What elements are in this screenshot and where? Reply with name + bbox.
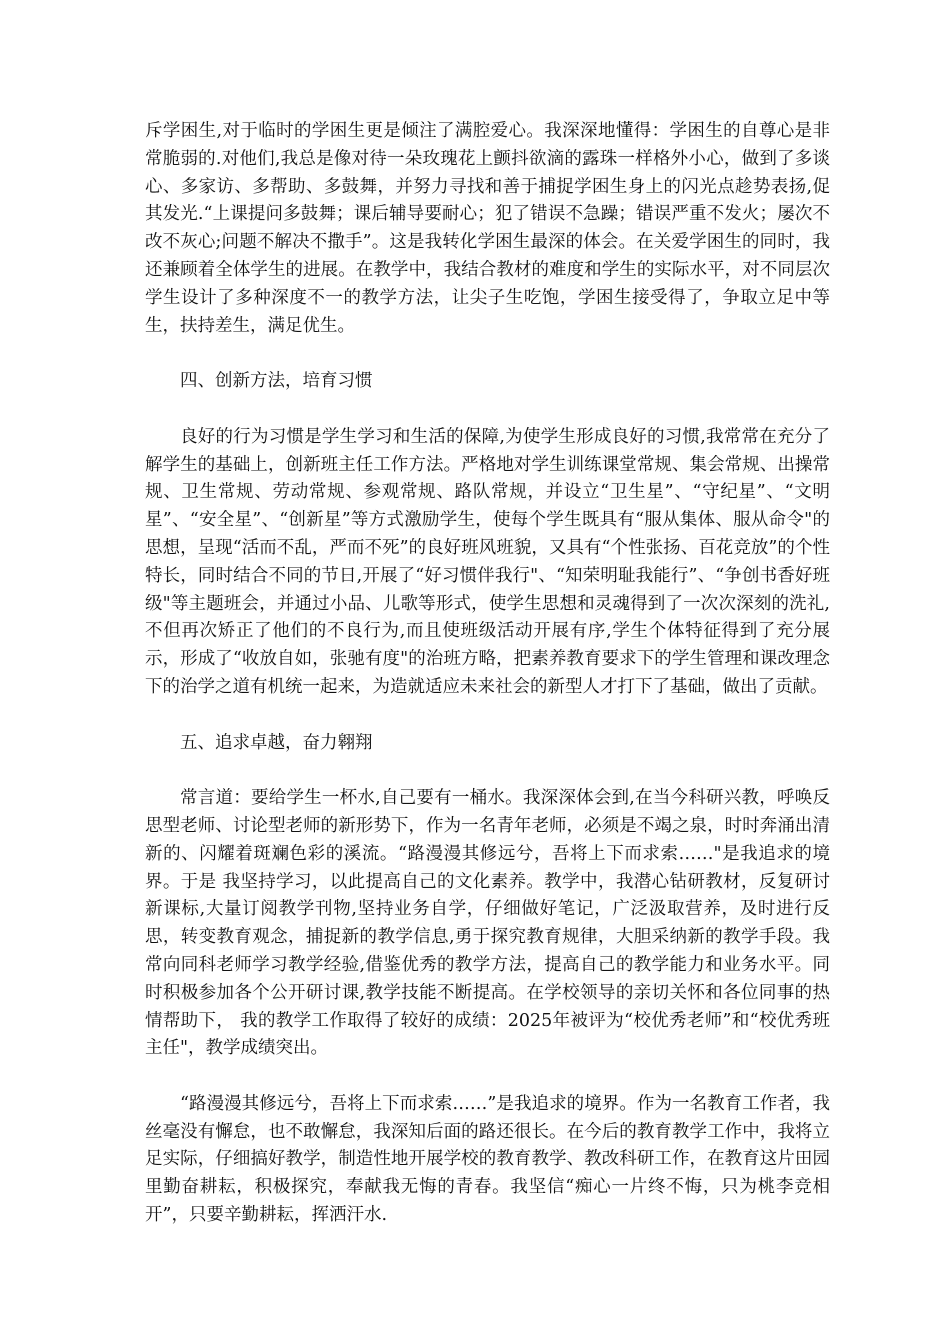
paragraph-gap — [145, 702, 830, 730]
section-heading-4: 四、创新方法，培育习惯 — [180, 371, 373, 392]
paragraph-gap — [145, 340, 830, 368]
paragraph-closing: “路漫漫其修远兮，吾将上下而求索……”是我追求的境界。作为一名教育工作者，我丝毫没有懈怠，也不敢懈怠，我深知后面的路还很长。在今后的教育教学工作中，我将立足实际，仔细搞好教学，制造性地开展学校的教育教学、教改科研工作，在教育这片田园里勤奋耕耘，积极探究，奉献我无悔的青春。我坚信“痴心一片终不悔，只为桃李竞相开”，只要辛勤耕耘，挥洒汗水. — [145, 1093, 830, 1226]
document-page — [145, 118, 830, 1230]
paragraph-excellence: 常言道：要给学生一杯水,自己要有一桶水。我深深体会到,在当今科研兴教，呼唤反思型老师、讨论型老师的新形势下，作为一名青年老师，必须是不竭之泉，时时奔涌出清新的、闪耀着斑斓色彩的溪流。“路漫漫其修远兮，吾将上下而求索……"是我追求的境界。于是 我坚持学习，以此提高自己的文化素养。教学中，我潜心钻研教材，反复研讨新课标,大量订阅教学刊物,坚持业务自学，仔细做好笔记，广泛汲取营养，及时进行反思，转变教育观念，捕捉新的教学信息,勇于探究教育规律，大胆采纳新的教学手段。我常向同科老师学习教学经验,借鉴优秀的教学方法，提高自己的教学能力和业务水平。同时积极参加各个公开研讨课,教学技能不断提高。在学校领导的亲切关怀和各位同事的热情帮助下， 我的教学工作取得了较好的成绩：2025年被评为“校优秀老师”和“校优秀班主任"，教学成绩突出。 — [145, 788, 830, 1059]
paragraph-gap — [145, 757, 830, 785]
paragraph-gap — [145, 396, 830, 424]
paragraph-gap — [145, 1063, 830, 1091]
section-heading-5: 五、追求卓越，奋力翱翔 — [180, 732, 373, 753]
paragraph-habits: 良好的行为习惯是学生学习和生活的保障,为使学生形成良好的习惯,我常常在充分了解学生的基础上，创新班主任工作方法。严格地对学生训练课堂常规、集会常规、出操常规、卫生常规、劳动常规、参观常规、路队常规，并设立“卫生星”、“守纪星”、“文明星”、“安全星”、“创新星”等方式激励学生，使每个学生既具有“服从集体、服从命令"的思想，呈现“活而不乱，严而不死”的良好班风班貌，又具有“个性张扬、百花竞放”的个性特长，同时结合不同的节日,开展了“好习惯伴我行"、“知荣明耻我能行”、“争创书香好班级"等主题班会，并通过小品、儿歌等形式，使学生思想和灵魂得到了一次次深刻的洗礼,不但再次矫正了他们的不良行为,而且使班级活动开展有序,学生个体特征得到了充分展示，形成了“收放自如，张驰有度"的治班方略，把素养教育要求下的学生管理和课改理念下的治学之道有机统一起来，为造就适应未来社会的新型人才打下了基础，做出了贡献。 — [145, 426, 830, 697]
paragraph-continuation: 斥学困生,对于临时的学困生更是倾注了满腔爱心。我深深地懂得：学困生的自尊心是非常脆弱的.对他们,我总是像对待一朵玫瑰花上颤抖欲滴的露珠一样格外小心，做到了多谈心、多家访、多帮助、多鼓舞，并努力寻找和善于捕捉学困生身上的闪光点趁势表扬,促其发光.“上课提问多鼓舞；课后辅导要耐心；犯了错误不急躁；错误严重不发火；屡次不改不灰心;问题不解决不撒手”。这是我转化学困生最深的体会。在关爱学困生的同时，我还兼顾着全体学生的进展。在教学中，我结合教材的难度和学生的实际水平，对不同层次学生设计了多种深度不一的教学方法，让尖子生吃饱，学困生接受得了，争取立足中等生，扶持差生，满足优生。 — [145, 121, 830, 336]
